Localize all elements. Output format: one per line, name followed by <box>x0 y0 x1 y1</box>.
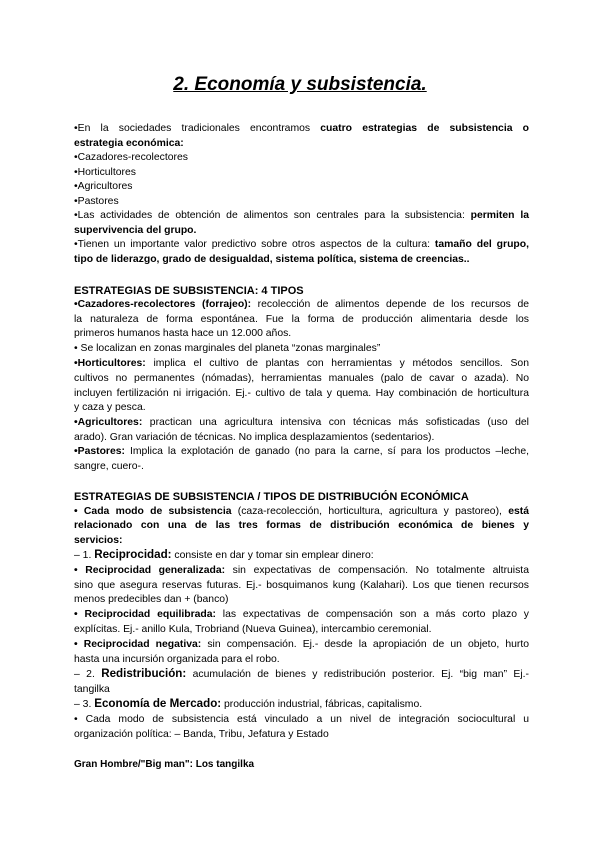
text-line: incluyen fertilización ni irrigación. Ej.- cultivo de tala y quema. Hay combinación de horticultura <box>74 388 529 399</box>
text-line: • Se localizan en zonas marginales del planeta “zonas marginales” <box>74 343 381 354</box>
text-line: – 1. Reciprocidad: consiste en dar y tomar sin emplear dinero: <box>74 548 374 561</box>
text-line: •Agricultores: practican una agricultura intensiva con técnicas más sofisticadas (uso del <box>74 417 529 428</box>
text-line: tangilka <box>74 684 110 695</box>
text-line: sangre, cuero-. <box>74 461 144 472</box>
intro-line-10: tipo de liderazgo, grado de desigualdad, sistema política, sistema de creencias.. <box>74 254 470 265</box>
text-line: cultivos no permanentes (nómadas), herramientas manuales (palo de cavar o azada). No <box>74 373 529 384</box>
text-line: arado). Gran variación de técnicas. No implica desplazamientos (sedentarios). <box>74 432 435 443</box>
list-item: •Cazadores-recolectores <box>74 152 188 163</box>
text-line: • Reciprocidad generalizada: sin expectativas de compensación. No totalmente altruista <box>74 565 529 576</box>
list-item: •Pastores <box>74 196 119 207</box>
list-item: •Horticultores <box>74 167 136 178</box>
text-line: menos predecibles dan + (banco) <box>74 594 229 605</box>
text-line: •Cazadores-recolectores (forrajeo): recolección de alimentos depende de los recursos de <box>74 299 530 310</box>
intro-line-2: estrategia económica: <box>74 138 184 149</box>
page-title: 2. Economía y subsistencia. <box>173 74 427 95</box>
text-line: •Pastores: Implica la explotación de ganado (no para la carne, sí para los productos –leche, <box>74 446 529 457</box>
intro-line-8: supervivencia del grupo. <box>74 225 197 236</box>
text-line: relacionado con una de las tres formas de distribución económica de bienes y <box>74 520 529 531</box>
text-line: sino que asegura reservas futuras. Ej.- bosquimanos kung (Kalahari). Los que tienen recursos <box>74 580 529 591</box>
intro-line-9: •Tienen un importante valor predictivo sobre otros aspectos de la cultura: tamaño del grupo, <box>74 239 529 250</box>
text-line: – 3. Economía de Mercado: producción industrial, fábricas, capitalismo. <box>74 697 423 710</box>
section-heading-distribucion: ESTRATEGIAS DE SUBSISTENCIA / TIPOS DE DISTRIBUCIÓN ECONÓMICA <box>74 491 469 503</box>
text-line: organización política: – Banda, Tribu, Jefatura y Estado <box>74 729 329 740</box>
intro-line-7: •Las actividades de obtención de alimentos son centrales para la subsistencia: permiten la <box>74 210 529 221</box>
text-line: • Cada modo de subsistencia (caza-recolección, horticultura, agricultura y pastoreo), está <box>74 506 529 517</box>
list-item: •Agricultores <box>74 181 133 192</box>
text-line: la naturaleza de forma espontánea. Fue la forma de producción alimentaria desde los <box>74 314 529 325</box>
section-heading-tipos: ESTRATEGIAS DE SUBSISTENCIA: 4 TIPOS <box>74 285 304 297</box>
text-line: •Horticultores: implica el cultivo de plantas con herramientas y métodos sencillos. Son <box>74 358 529 369</box>
text-line: • Cada modo de subsistencia está vinculado a un nivel de integración sociocultural u <box>74 714 529 725</box>
text-line: • Reciprocidad negativa: sin compensación. Ej.- desde la apropiación de un objeto, hurto <box>74 639 530 650</box>
intro-line-1: •En la sociedades tradicionales encontramos cuatro estrategias de subsistencia o <box>74 123 529 134</box>
text-line: hasta una incursión organizada para el robo. <box>74 654 280 665</box>
footer-heading: Gran Hombre/"Big man": Los tangilka <box>74 759 255 770</box>
text-line: servicios: <box>74 535 123 546</box>
text-line: explícitas. Ej.- anillo Kula, Trobriand (Nueva Guinea), intercambio ceremonial. <box>74 624 432 635</box>
text-line: y caza y pesca. <box>74 402 146 413</box>
text-line: primeros humanos hasta hace un 12.000 años. <box>74 328 292 339</box>
text-line: – 2. Redistribución: acumulación de bienes y redistribución posterior. Ej. “big man” Ej.- <box>74 667 530 680</box>
text-line: • Reciprocidad equilibrada: las expectativas de compensación son a más corto plazo y <box>74 609 530 620</box>
